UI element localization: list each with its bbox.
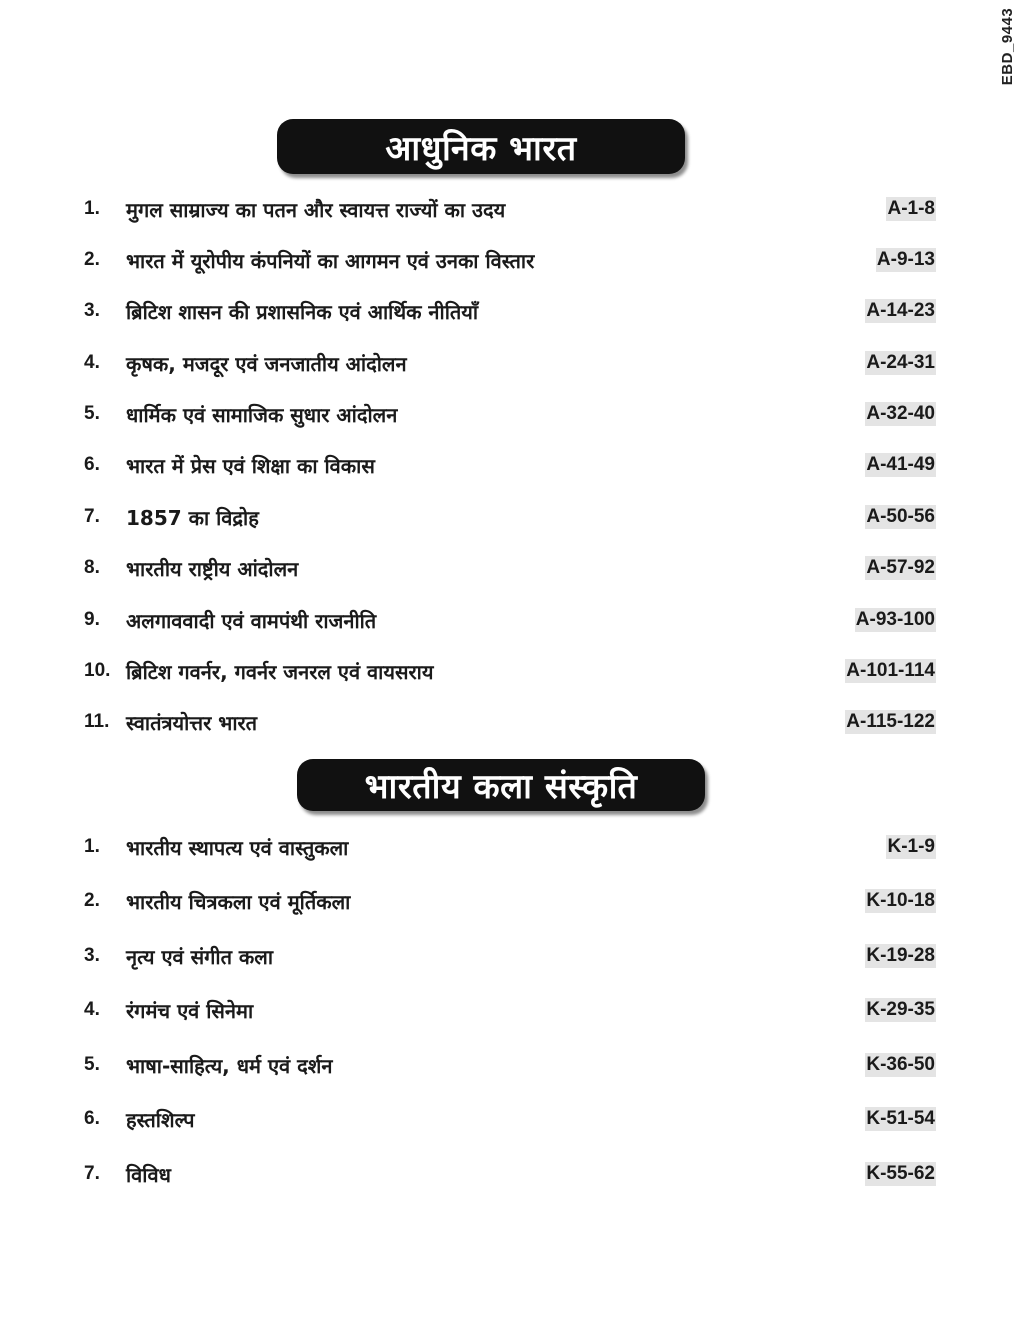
page-code-text: EBD_9443 xyxy=(999,7,1017,85)
page-code xyxy=(996,0,1020,92)
toc-page-range: A-14-23 xyxy=(866,300,935,321)
section-heading-modern-india: आधुनिक भारत xyxy=(277,119,685,174)
toc-page-range: A-9-13 xyxy=(876,249,935,270)
toc-number: 1. xyxy=(84,836,100,857)
toc-number: 4. xyxy=(84,999,100,1020)
toc-number: 6. xyxy=(84,1108,100,1129)
toc-number: 5. xyxy=(84,1054,100,1075)
toc-row[interactable] xyxy=(84,245,936,275)
toc-row[interactable] xyxy=(84,656,936,686)
toc-page-range: K-10-18 xyxy=(866,890,935,911)
toc-page-range: A-50-56 xyxy=(866,506,935,527)
toc-page-range: K-1-9 xyxy=(887,836,935,857)
toc-title: भारतीय स्थापत्य एवं वास्तुकला xyxy=(126,835,349,860)
toc-page-range: A-1-8 xyxy=(887,198,935,219)
toc-row[interactable] xyxy=(84,941,936,971)
section-heading-indian-art-culture: भारतीय कला संस्कृति xyxy=(297,759,705,811)
toc-number: 2. xyxy=(84,249,100,270)
toc-number: 11. xyxy=(84,711,110,732)
toc-number: 7. xyxy=(84,506,100,527)
toc-title: भारत में यूरोपीय कंपनियों का आगमन एवं उनका विस्तार xyxy=(126,248,535,273)
toc-row[interactable] xyxy=(84,348,936,378)
toc-page-range: A-41-49 xyxy=(866,454,935,475)
toc-title: धार्मिक एवं सामाजिक सुधार आंदोलन xyxy=(126,402,398,427)
toc-title: कृषक, मजदूर एवं जनजातीय आंदोलन xyxy=(126,351,407,376)
toc-row[interactable] xyxy=(84,1104,936,1134)
toc-row[interactable] xyxy=(84,553,936,583)
toc-page-range: A-57-92 xyxy=(866,557,935,578)
toc-title: अलगाववादी एवं वामपंथी राजनीति xyxy=(126,608,377,633)
toc-title: मुगल साम्राज्य का पतन और स्वायत्त राज्यों का उदय xyxy=(126,197,506,222)
toc-row[interactable] xyxy=(84,832,936,862)
toc-title: ब्रिटिश गवर्नर, गवर्नर जनरल एवं वायसराय xyxy=(126,659,434,684)
toc-page-range: K-29-35 xyxy=(866,999,935,1020)
toc-row[interactable] xyxy=(84,1159,936,1189)
toc-number: 1. xyxy=(84,198,100,219)
toc-title: ब्रिटिश शासन की प्रशासनिक एवं आर्थिक नीतियाँ xyxy=(126,299,479,324)
toc-row[interactable] xyxy=(84,707,936,737)
toc-number: 6. xyxy=(84,454,100,475)
toc-row[interactable] xyxy=(84,995,936,1025)
toc-number: 2. xyxy=(84,890,100,911)
toc-row[interactable] xyxy=(84,502,936,532)
toc-row[interactable] xyxy=(84,450,936,480)
toc-number: 7. xyxy=(84,1163,100,1184)
toc-title: भाषा-साहित्य, धर्म एवं दर्शन xyxy=(126,1053,333,1078)
toc-page-range: A-101-114 xyxy=(846,660,935,681)
toc-title: भारतीय चित्रकला एवं मूर्तिकला xyxy=(126,889,351,914)
toc-title: 1857 का विद्रोह xyxy=(126,505,259,530)
toc-number: 3. xyxy=(84,945,100,966)
toc-title: स्वातंत्रयोत्तर भारत xyxy=(126,710,258,735)
toc-number: 4. xyxy=(84,352,100,373)
toc-title: भारतीय राष्ट्रीय आंदोलन xyxy=(126,556,299,581)
toc-title: विविध xyxy=(126,1162,171,1187)
toc-page-range: A-32-40 xyxy=(866,403,935,424)
toc-page-range: K-51-54 xyxy=(866,1108,935,1129)
toc-row[interactable] xyxy=(84,399,936,429)
toc-number: 8. xyxy=(84,557,100,578)
toc-page-range: K-19-28 xyxy=(866,945,935,966)
toc-number: 9. xyxy=(84,609,100,630)
toc-page-range: K-36-50 xyxy=(866,1054,935,1075)
toc-number: 10. xyxy=(84,660,111,681)
toc-title: रंगमंच एवं सिनेमा xyxy=(126,998,254,1023)
toc-title: नृत्य एवं संगीत कला xyxy=(126,944,274,969)
toc-title: हस्तशिल्प xyxy=(126,1107,195,1132)
toc-number: 3. xyxy=(84,300,100,321)
toc-row[interactable] xyxy=(84,194,936,224)
toc-row[interactable] xyxy=(84,296,936,326)
toc-row[interactable] xyxy=(84,886,936,916)
toc-number: 5. xyxy=(84,403,100,424)
toc-title: भारत में प्रेस एवं शिक्षा का विकास xyxy=(126,453,375,478)
toc-page-range: A-115-122 xyxy=(846,711,935,732)
toc-page-range: A-24-31 xyxy=(866,352,935,373)
toc-page-range: K-55-62 xyxy=(866,1163,935,1184)
toc-row[interactable] xyxy=(84,605,936,635)
toc-page-range: A-93-100 xyxy=(855,609,935,630)
toc-row[interactable] xyxy=(84,1050,936,1080)
